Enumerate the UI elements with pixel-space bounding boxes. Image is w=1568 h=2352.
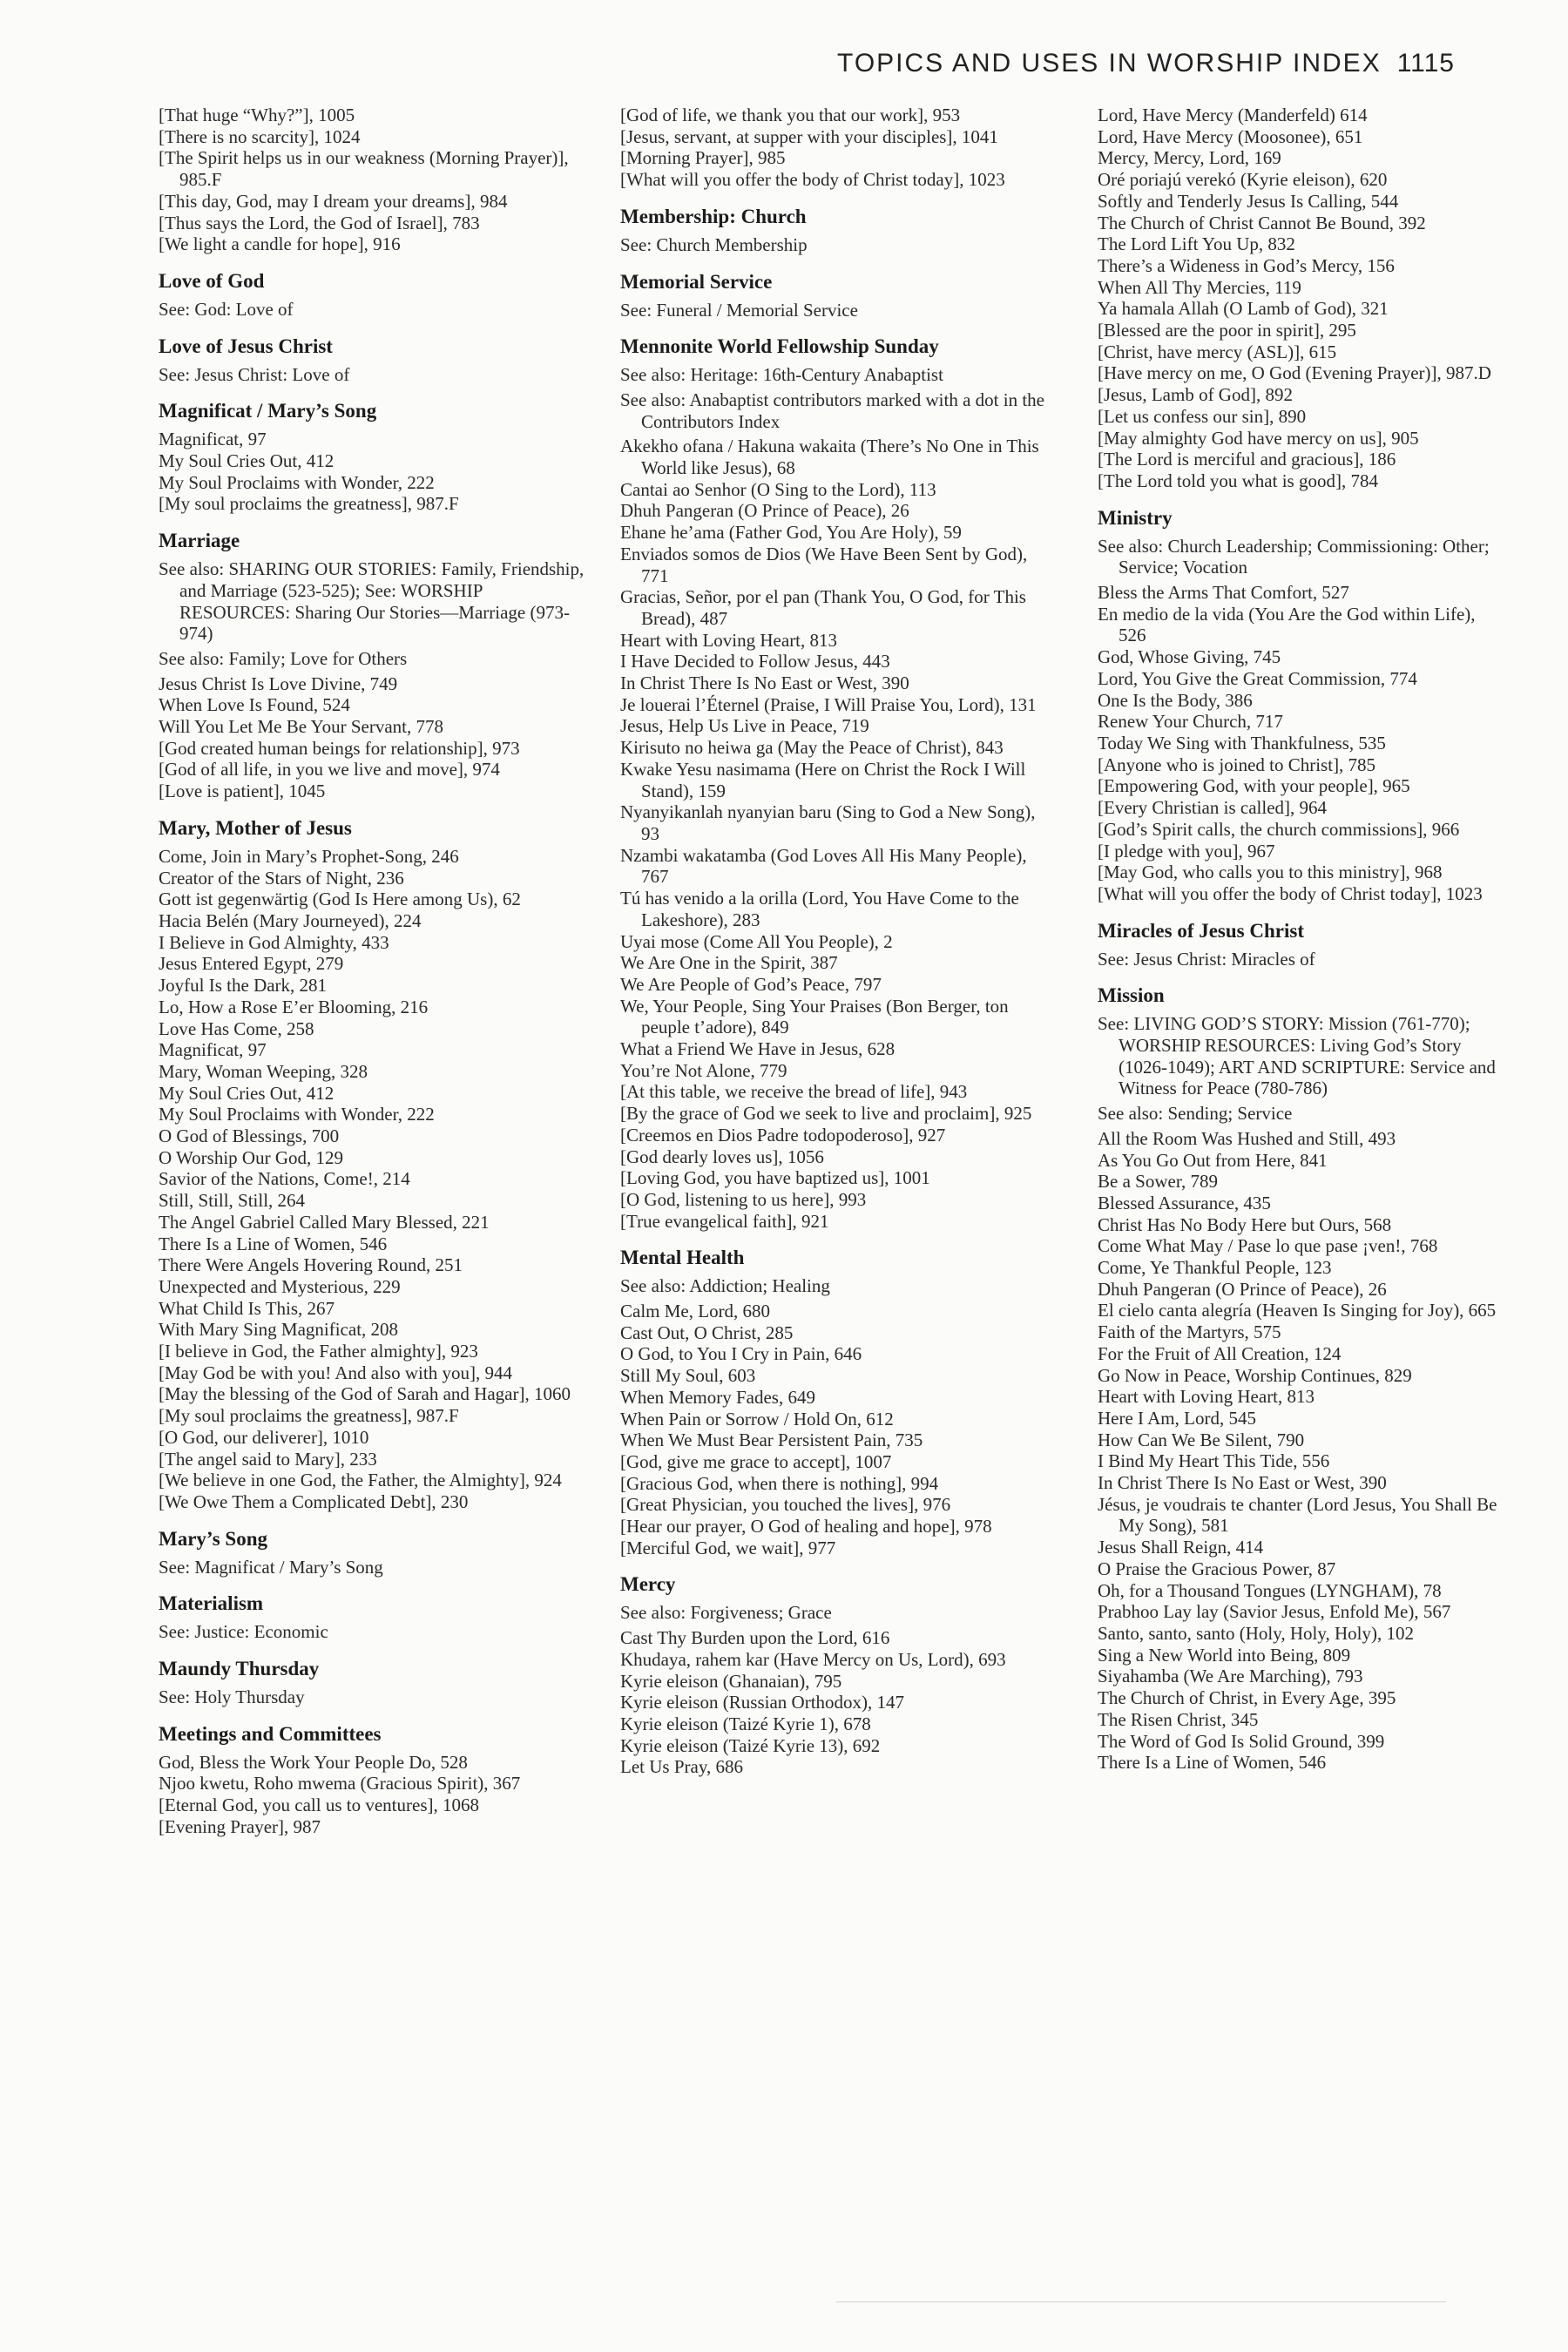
- index-entry: Dhuh Pangeran (O Prince of Peace), 26: [620, 500, 909, 522]
- index-entry: [Hear our prayer, O God of healing and hope], 978: [620, 1516, 992, 1538]
- index-entry: [Have mercy on me, O God (Evening Prayer)], 987.D: [1098, 362, 1491, 384]
- index-entry: [The Spirit helps us in our weakness (Morning Prayer)], 985.F: [159, 147, 569, 191]
- index-entry: Njoo kwetu, Roho mwema (Gracious Spirit), 367: [159, 1773, 521, 1794]
- index-entry: Jesus Entered Egypt, 279: [159, 953, 344, 975]
- section-heading: Memorial Service: [620, 270, 773, 293]
- index-entry: Nzambi wakatamba (God Loves All His Many People), 767: [620, 844, 1027, 888]
- index-entry: O God of Blessings, 700: [159, 1125, 340, 1147]
- index-entry: Bless the Arms That Comfort, 527: [1098, 582, 1349, 604]
- index-entry: [My soul proclaims the greatness], 987.F: [159, 493, 459, 515]
- index-entry: Oh, for a Thousand Tongues (LYNGHAM), 78: [1098, 1579, 1442, 1601]
- index-entry: Heart with Loving Heart, 813: [620, 629, 838, 651]
- index-entry: When Pain or Sorrow / Hold On, 612: [620, 1408, 894, 1429]
- index-entry: [God of life, we thank you that our work], 953: [620, 105, 961, 125]
- index-entry: When Love Is Found, 524: [159, 694, 350, 716]
- section-heading: Meetings and Committees: [159, 1722, 382, 1745]
- index-section: [620, 1246, 1056, 1558]
- index-entry: The Word of God Is Solid Ground, 399: [1098, 1730, 1385, 1752]
- index-entry: Hacia Belén (Mary Journeyed), 224: [159, 909, 422, 931]
- index-entry: [The Lord is merciful and gracious], 186: [1098, 449, 1396, 470]
- index-entry: [Empowering God, with your people], 965: [1098, 775, 1410, 797]
- section-heading: Membership: Church: [620, 205, 807, 227]
- index-entry: [God created human beings for relationship], 973: [159, 737, 520, 759]
- index-section: [159, 529, 585, 802]
- index-section: [1098, 506, 1507, 905]
- index-entry: Be a Sower, 789: [1098, 1171, 1218, 1193]
- section-heading: Love of Jesus Christ: [159, 335, 333, 357]
- index-entry: Calm Me, Lord, 680: [620, 1301, 771, 1322]
- cross-reference: See: LIVING GOD’S STORY: Mission (761-770); WORSHIP RESOURCES: Living God’s Story (1026-1049); ART AND SCRIPTURE: Service and Witness for Peace (780-786): [1098, 1013, 1496, 1099]
- index-entry: My Soul Cries Out, 412: [159, 1082, 335, 1104]
- index-entry: My Soul Proclaims with Wonder, 222: [159, 471, 435, 493]
- index-entry: [God, give me grace to accept], 1007: [620, 1450, 892, 1472]
- index-entry: [May God be with you! And also with you], 944: [159, 1362, 512, 1383]
- index-entry: Jesus Christ Is Love Divine, 749: [159, 672, 398, 694]
- index-entry: The Angel Gabriel Called Mary Blessed, 221: [159, 1211, 490, 1233]
- section-heading: Marriage: [159, 530, 240, 552]
- index-column: [620, 105, 1056, 1852]
- index-entry: Dhuh Pangeran (O Prince of Peace), 26: [1098, 1278, 1387, 1300]
- index-entry: [There is no scarcity], 1024: [159, 125, 361, 147]
- index-entry: [We Owe Them a Complicated Debt], 230: [159, 1490, 469, 1512]
- index-entry: Cantai ao Senhor (O Sing to the Lord), 113: [620, 478, 936, 500]
- index-entry: Kyrie eleison (Ghanaian), 795: [620, 1670, 842, 1692]
- index-entry: Will You Let Me Be Your Servant, 778: [159, 716, 443, 738]
- index-entry: Today We Sing with Thankfulness, 535: [1098, 732, 1386, 754]
- index-entry: Still My Soul, 603: [620, 1365, 756, 1387]
- cross-reference: See: Justice: Economic: [159, 1621, 328, 1643]
- index-entry: How Can We Be Silent, 790: [1098, 1429, 1305, 1450]
- index-section: [1098, 105, 1507, 492]
- index-entry: We, Your People, Sing Your Praises (Bon Berger, ton peuple t’adore), 849: [620, 995, 1009, 1038]
- index-entry: [Gracious God, when there is nothing], 994: [620, 1472, 939, 1494]
- index-entry: The Church of Christ, in Every Age, 395: [1098, 1687, 1396, 1709]
- index-entry: The Church of Christ Cannot Be Bound, 392: [1098, 212, 1426, 233]
- index-entry: When We Must Bear Persistent Pain, 735: [620, 1429, 923, 1451]
- cross-reference: See: Magnificat / Mary’s Song: [159, 1556, 383, 1578]
- cross-reference: See also: Sending; Service: [1098, 1103, 1293, 1125]
- index-entry: The Risen Christ, 345: [1098, 1708, 1259, 1730]
- index-entry: [By the grace of God we seek to live and proclaim], 925: [620, 1103, 1032, 1125]
- index-entry: [Eternal God, you call us to ventures], 1068: [159, 1794, 479, 1816]
- cross-reference: See also: SHARING OUR STORIES: Family, Friendship, and Marriage (523-525); See: WORSHIP RESOURCES: Sharing Our Stories—Marriage (973-974): [159, 558, 585, 645]
- index-entry: We Are One in the Spirit, 387: [620, 952, 838, 974]
- index-entry: [What will you offer the body of Christ today], 1023: [620, 169, 1005, 191]
- index-entry: Come, Ye Thankful People, 123: [1098, 1257, 1332, 1279]
- index-entry: [Loving God, you have baptized us], 1001: [620, 1167, 930, 1189]
- index-entry: Kyrie eleison (Taizé Kyrie 1), 678: [620, 1713, 871, 1734]
- section-heading: Materialism: [159, 1592, 264, 1615]
- index-entry: Kyrie eleison (Taizé Kyrie 13), 692: [620, 1734, 881, 1756]
- index-entry: Softly and Tenderly Jesus Is Calling, 544: [1098, 190, 1399, 212]
- index-entry: Oré poriajú verekó (Kyrie eleison), 620: [1098, 169, 1388, 191]
- index-entry: Heart with Loving Heart, 813: [1098, 1386, 1315, 1408]
- index-entry: [True evangelical faith], 921: [620, 1210, 829, 1232]
- section-heading: Love of God: [159, 269, 265, 292]
- index-entry: Sing a New World into Being, 809: [1098, 1644, 1351, 1666]
- index-entry: There Is a Line of Women, 546: [159, 1233, 388, 1254]
- index-entry: When Memory Fades, 649: [620, 1386, 815, 1408]
- index-entry: In Christ There Is No East or West, 390: [1098, 1472, 1387, 1494]
- index-entry: Still, Still, Still, 264: [159, 1190, 306, 1212]
- index-entry: [Christ, have mercy (ASL)], 615: [1098, 341, 1337, 362]
- cross-reference: See: Jesus Christ: Miracles of: [1098, 948, 1315, 970]
- section-heading: Mission: [1098, 984, 1165, 1007]
- index-entry: [Great Physician, you touched the lives], 976: [620, 1494, 951, 1516]
- index-entry: Santo, santo, santo (Holy, Holy, Holy), 102: [1098, 1623, 1414, 1644]
- index-entry: [May God, who calls you to this ministry], 968: [1098, 862, 1443, 883]
- index-entry: God, Bless the Work Your People Do, 528: [159, 1751, 468, 1773]
- cross-reference: See also: Addiction; Healing: [620, 1275, 830, 1297]
- index-entry: Lord, You Give the Great Commission, 774: [1098, 667, 1417, 689]
- index-entry: Prabhoo Lay lay (Savior Jesus, Enfold Me), 567: [1098, 1601, 1451, 1623]
- index-entry: Renew Your Church, 717: [1098, 711, 1283, 733]
- index-entry: What a Friend We Have in Jesus, 628: [620, 1038, 896, 1060]
- index-entry: Joyful Is the Dark, 281: [159, 975, 328, 997]
- index-section: [159, 1527, 585, 1578]
- index-entry: [Merciful God, we wait], 977: [620, 1537, 836, 1558]
- index-section: [159, 335, 585, 386]
- index-entry: [We believe in one God, the Father, the Almighty], 924: [159, 1470, 562, 1491]
- index-entry: My Soul Cries Out, 412: [159, 450, 335, 472]
- index-entry: [Blessed are the poor in spirit], 295: [1098, 320, 1356, 341]
- index-entry: Faith of the Martyrs, 575: [1098, 1321, 1281, 1343]
- index-entry: [God of all life, in you we live and move], 974: [159, 759, 500, 781]
- section-heading: Mary, Mother of Jesus: [159, 816, 352, 839]
- index-entry: [O God, our deliverer], 1010: [159, 1426, 369, 1448]
- index-entry: Je louerai l’Éternel (Praise, I Will Praise You, Lord), 131: [620, 693, 1037, 715]
- index-entry: In Christ There Is No East or West, 390: [620, 672, 909, 694]
- index-entry: Jesus Shall Reign, 414: [1098, 1537, 1264, 1558]
- index-entry: Kirisuto no heiwa ga (May the Peace of Christ), 843: [620, 737, 1004, 759]
- index-entry: Come, Join in Mary’s Prophet-Song, 246: [159, 845, 459, 867]
- index-entry: Lord, Have Mercy (Moosonee), 651: [1098, 125, 1363, 147]
- index-column: [159, 105, 585, 1852]
- index-entry: [Thus says the Lord, the God of Israel], 783: [159, 212, 480, 233]
- index-entry: Cast Thy Burden upon the Lord, 616: [620, 1627, 890, 1649]
- index-section: [159, 1592, 585, 1643]
- cross-reference: See: Jesus Christ: Love of: [159, 363, 350, 385]
- index-entry: Mary, Woman Weeping, 328: [159, 1060, 368, 1082]
- index-entry: Cast Out, O Christ, 285: [620, 1321, 794, 1343]
- index-entry: Savior of the Nations, Come!, 214: [159, 1168, 410, 1190]
- cross-reference: See: Funeral / Memorial Service: [620, 299, 858, 321]
- index-entry: All the Room Was Hushed and Still, 493: [1098, 1127, 1396, 1149]
- index-entry: Enviados somos de Dios (We Have Been Sent by God), 771: [620, 543, 1028, 586]
- index-section: [620, 1572, 1056, 1778]
- index-entry: [My soul proclaims the greatness], 987.F: [159, 1405, 459, 1427]
- index-entry: [The angel said to Mary], 233: [159, 1448, 377, 1470]
- index-entry: Jésus, je voudrais te chanter (Lord Jesus, You Shall Be My Song), 581: [1098, 1493, 1497, 1537]
- index-section: [159, 1657, 585, 1708]
- index-entry: O Worship Our God, 129: [159, 1146, 343, 1168]
- index-entry: [Every Christian is called], 964: [1098, 797, 1328, 819]
- index-entry: There Is a Line of Women, 546: [1098, 1752, 1327, 1774]
- index-entry: Here I Am, Lord, 545: [1098, 1407, 1256, 1429]
- index-entry: [Jesus, Lamb of God], 892: [1098, 384, 1293, 406]
- index-entry: Go Now in Peace, Worship Continues, 829: [1098, 1364, 1412, 1386]
- index-entry: We Are People of God’s Peace, 797: [620, 973, 882, 995]
- index-entry: Come What May / Pase lo que pase ¡ven!, 768: [1098, 1235, 1438, 1257]
- page-number: 1115: [1396, 49, 1455, 78]
- index-entry: What Child Is This, 267: [159, 1297, 335, 1319]
- cross-reference: See: Holy Thursday: [159, 1686, 305, 1708]
- cross-reference: See also: Anabaptist contributors marked with a dot in the Contributors Index: [620, 389, 1044, 432]
- index-section: [1098, 983, 1507, 1774]
- index-entry: [O God, listening to us here], 993: [620, 1188, 867, 1210]
- index-section: [159, 1722, 585, 1838]
- section-heading: Mary’s Song: [159, 1527, 268, 1550]
- index-entry: Nyanyikanlah nyanyian baru (Sing to God a New Song), 93: [620, 801, 1036, 844]
- index-entry: Love Has Come, 258: [159, 1017, 314, 1039]
- index-section: [159, 105, 585, 255]
- index-entry: Akekho ofana / Hakuna wakaita (There’s No One in This World like Jesus), 68: [620, 436, 1039, 479]
- section-heading: Mental Health: [620, 1247, 745, 1269]
- index-entry: Lo, How a Rose E’er Blooming, 216: [159, 996, 429, 1017]
- index-entry: [God dearly loves us], 1056: [620, 1146, 824, 1167]
- index-entry: Mercy, Mercy, Lord, 169: [1098, 147, 1281, 169]
- index-entry: Magnificat, 97: [159, 429, 267, 450]
- cross-reference: See also: Church Leadership; Commissioning: Other; Service; Vocation: [1098, 535, 1490, 578]
- index-entry: Tú has venido a la orilla (Lord, You Have Come to the Lakeshore), 283: [620, 888, 1019, 930]
- index-entry: [Love is patient], 1045: [159, 781, 326, 802]
- index-entry: Gracias, Señor, por el pan (Thank You, O God, for This Bread), 487: [620, 586, 1026, 629]
- index-entry: [May the blessing of the God of Sarah and Hagar], 1060: [159, 1383, 571, 1405]
- index-entry: [Evening Prayer], 987: [159, 1815, 321, 1837]
- index-entry: My Soul Proclaims with Wonder, 222: [159, 1104, 435, 1125]
- section-heading: Miracles of Jesus Christ: [1098, 919, 1304, 942]
- footer-rule: [836, 2301, 1446, 2302]
- index-entry: [The Lord told you what is good], 784: [1098, 470, 1378, 491]
- index-entry: El cielo canta alegría (Heaven Is Singing for Joy), 665: [1098, 1300, 1497, 1321]
- index-entry: En medio de la vida (You Are the God within Life), 526: [1098, 603, 1476, 646]
- index-entry: I Have Decided to Follow Jesus, 443: [620, 651, 890, 672]
- index-entry: [Let us confess our sin], 890: [1098, 405, 1307, 427]
- index-entry: [I believe in God, the Father almighty], 923: [159, 1341, 478, 1362]
- index-entry: [May almighty God have mercy on us], 905: [1098, 427, 1419, 449]
- index-entry: Unexpected and Mysterious, 229: [159, 1275, 401, 1297]
- section-heading: Maundy Thursday: [159, 1658, 320, 1680]
- section-heading: Mennonite World Fellowship Sunday: [620, 335, 939, 358]
- index-entry: There’s a Wideness in God’s Mercy, 156: [1098, 254, 1395, 276]
- index-entry: [We light a candle for hope], 916: [159, 233, 401, 255]
- index-column: [1098, 105, 1507, 1852]
- cross-reference: See: God: Love of: [159, 298, 294, 320]
- index-entry: With Mary Sing Magnificat, 208: [159, 1319, 399, 1341]
- index-section: [159, 269, 585, 321]
- index-entry: Siyahamba (We Are Marching), 793: [1098, 1666, 1363, 1687]
- index-entry: Jesus, Help Us Live in Peace, 719: [620, 715, 869, 737]
- section-heading: Mercy: [620, 1573, 676, 1596]
- index-entry: O Praise the Gracious Power, 87: [1098, 1558, 1336, 1579]
- index-columns: [159, 105, 1507, 1852]
- index-entry: When All Thy Mercies, 119: [1098, 276, 1301, 298]
- index-section: [620, 335, 1056, 1232]
- index-entry: God, Whose Giving, 745: [1098, 646, 1281, 668]
- index-entry: Ya hamala Allah (O Lamb of God), 321: [1098, 298, 1389, 320]
- index-entry: [Creemos en Dios Padre todopoderoso], 927: [620, 1124, 946, 1146]
- index-section: [620, 105, 1056, 191]
- cross-reference: See also: Forgiveness; Grace: [620, 1602, 832, 1624]
- index-entry: Magnificat, 97: [159, 1039, 267, 1061]
- index-entry: Christ Has No Body Here but Ours, 568: [1098, 1213, 1392, 1235]
- index-section: [620, 270, 1056, 321]
- index-entry: Blessed Assurance, 435: [1098, 1192, 1271, 1213]
- index-entry: [What will you offer the body of Christ today], 1023: [1098, 882, 1483, 904]
- index-entry: Let Us Pray, 686: [620, 1756, 743, 1778]
- index-entry: O God, to You I Cry in Pain, 646: [620, 1343, 862, 1365]
- cross-reference: See: Church Membership: [620, 233, 808, 255]
- index-entry: For the Fruit of All Creation, 124: [1098, 1342, 1342, 1364]
- index-entry: Khudaya, rahem kar (Have Mercy on Us, Lord), 693: [620, 1648, 1006, 1670]
- index-entry: One Is the Body, 386: [1098, 689, 1253, 711]
- index-entry: [This day, God, may I dream your dreams], 984: [159, 190, 508, 212]
- index-entry: [God’s Spirit calls, the church commissions], 966: [1098, 818, 1460, 840]
- page-header-title: TOPICS AND USES IN WORSHIP INDEX: [837, 49, 1382, 78]
- index-entry: [I pledge with you], 967: [1098, 840, 1275, 862]
- index-entry: Creator of the Stars of Night, 236: [159, 867, 404, 889]
- cross-reference: See also: Heritage: 16th-Century Anabaptist: [620, 364, 943, 386]
- index-section: [159, 399, 585, 515]
- index-entry: The Lord Lift You Up, 832: [1098, 233, 1295, 255]
- section-heading: Ministry: [1098, 506, 1173, 529]
- running-head: [837, 49, 1455, 78]
- index-entry: [That huge “Why?”], 1005: [159, 105, 355, 125]
- index-entry: [Morning Prayer], 985: [620, 147, 786, 169]
- index-section: [1098, 919, 1507, 970]
- index-entry: [Anyone who is joined to Christ], 785: [1098, 754, 1376, 775]
- index-entry: [Jesus, servant, at supper with your disciples], 1041: [620, 125, 998, 147]
- index-entry: [At this table, we receive the bread of life], 943: [620, 1081, 968, 1103]
- index-entry: Ehane he’ama (Father God, You Are Holy), 59: [620, 522, 962, 544]
- index-entry: Lord, Have Mercy (Manderfeld) 614: [1098, 105, 1368, 125]
- index-entry: Gott ist gegenwärtig (God Is Here among Us), 62: [159, 889, 521, 910]
- index-section: [159, 816, 585, 1513]
- index-entry: I Believe in God Almighty, 433: [159, 931, 389, 953]
- index-entry: As You Go Out from Here, 841: [1098, 1149, 1328, 1171]
- index-entry: There Were Angels Hovering Round, 251: [159, 1254, 463, 1276]
- index-section: [620, 205, 1056, 256]
- index-entry: Kyrie eleison (Russian Orthodox), 147: [620, 1692, 905, 1713]
- index-entry: You’re Not Alone, 779: [620, 1059, 787, 1081]
- index-entry: Kwake Yesu nasimama (Here on Christ the Rock I Will Stand), 159: [620, 758, 1026, 801]
- index-entry: I Bind My Heart This Tide, 556: [1098, 1450, 1330, 1472]
- cross-reference: See also: Family; Love for Others: [159, 647, 408, 669]
- index-entry: Uyai mose (Come All You People), 2: [620, 930, 893, 952]
- section-heading: Magnificat / Mary’s Song: [159, 400, 377, 422]
